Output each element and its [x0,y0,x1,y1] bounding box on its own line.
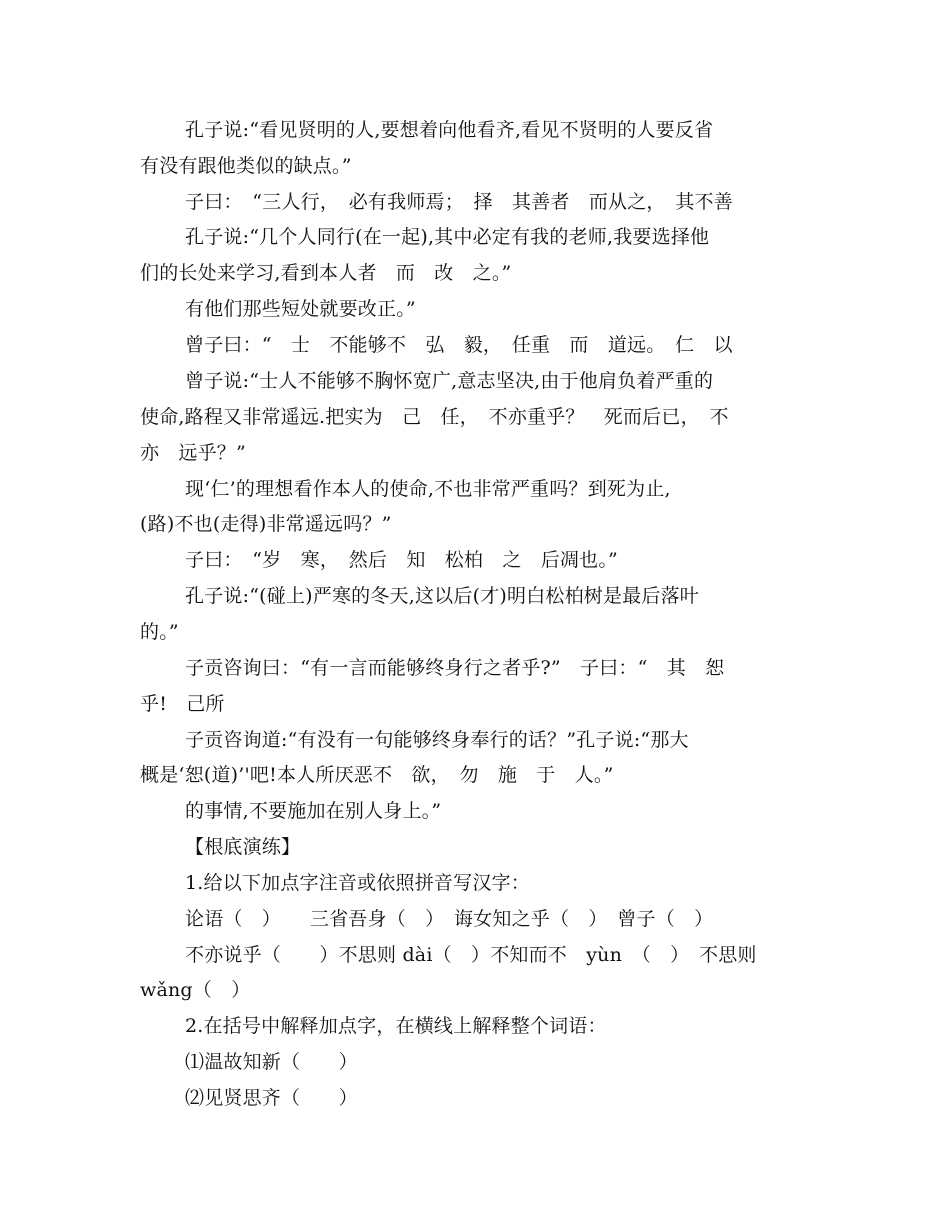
section-heading: 【根底演练】 [185,836,301,858]
text-line: 的事情,不要施加在别人身上。” [185,800,442,822]
text-line: ⑵见贤思齐（ ） [185,1087,358,1109]
text-line: 孔子说:“看见贤明的人,要想着向他看齐,看见不贤明的人要反省 [185,119,714,141]
text-line: 论语（ ） 三省吾身（ ） 诲女知之乎（ ） 曾子（ ） [185,908,714,930]
text-line: ⑴温故知新（ ） [185,1051,358,1073]
question-1: 1.给以下加点字注音或依照拼音写汉字： [185,872,530,894]
question-2: 2.在括号中解释加点字，在横线上解释整个词语： [185,1015,607,1037]
text-line: wǎng（ ） [140,979,251,1001]
text-line: 们的长处来学习,看到本人者 而 改 之。” [140,262,512,284]
text-line: 子曰： “三人行， 必有我师焉； 择 其善者 而从之， 其不善 [185,191,733,213]
text-line: 乎! 己所 [140,693,225,715]
text-line: 孔子说:“几个人同行(在一起),其中必定有我的老师,我要选择他 [185,226,710,248]
text-line: 的。” [140,621,179,643]
text-line: 曾子曰：“ 士 不能够不 弘 毅， 任重 而 道远。 仁 以 [185,334,733,356]
text-line: 子贡咨询曰：“有一言而能够终身行之者乎?” 子曰：“ 其 恕 [185,657,725,679]
text-line: 孔子说:“(碰上)严寒的冬天,这以后(才)明白松柏树是最后落叶 [185,585,700,607]
text-line: 概是‘恕(道)’'吧!本人所厌恶不 欲， 勿 施 于 人。” [140,764,614,786]
text-line: 有没有跟他类似的缺点。” [140,155,352,177]
text-line: (路)不也(走得)非常遥远吗？” [140,513,392,535]
text-line: 有他们那些短处就要改正。” [185,298,416,320]
text-line: 使命,路程又非常遥远.把实为 己 任， 不亦重乎？ 死而后已， 不 [140,406,729,428]
text-line: 亦 远乎？” [140,442,246,464]
text-line: 现‘仁’的理想看作本人的使命,不也非常严重吗？到死为止, [185,478,671,500]
text-line: 曾子说:“士人不能够不胸怀宽广,意志坚决,由于他肩负着严重的 [185,370,714,392]
text-line: 子曰： “岁 寒， 然后 知 松柏 之 后凋也。” [185,549,618,571]
text-line: 子贡咨询道:“有没有一句能够终身奉行的话？”孔子说:“那大 [185,729,689,751]
text-line: 不亦说乎（ ）不思则 dài（ ）不知而不 yùn （ ） 不思则 [185,944,757,966]
